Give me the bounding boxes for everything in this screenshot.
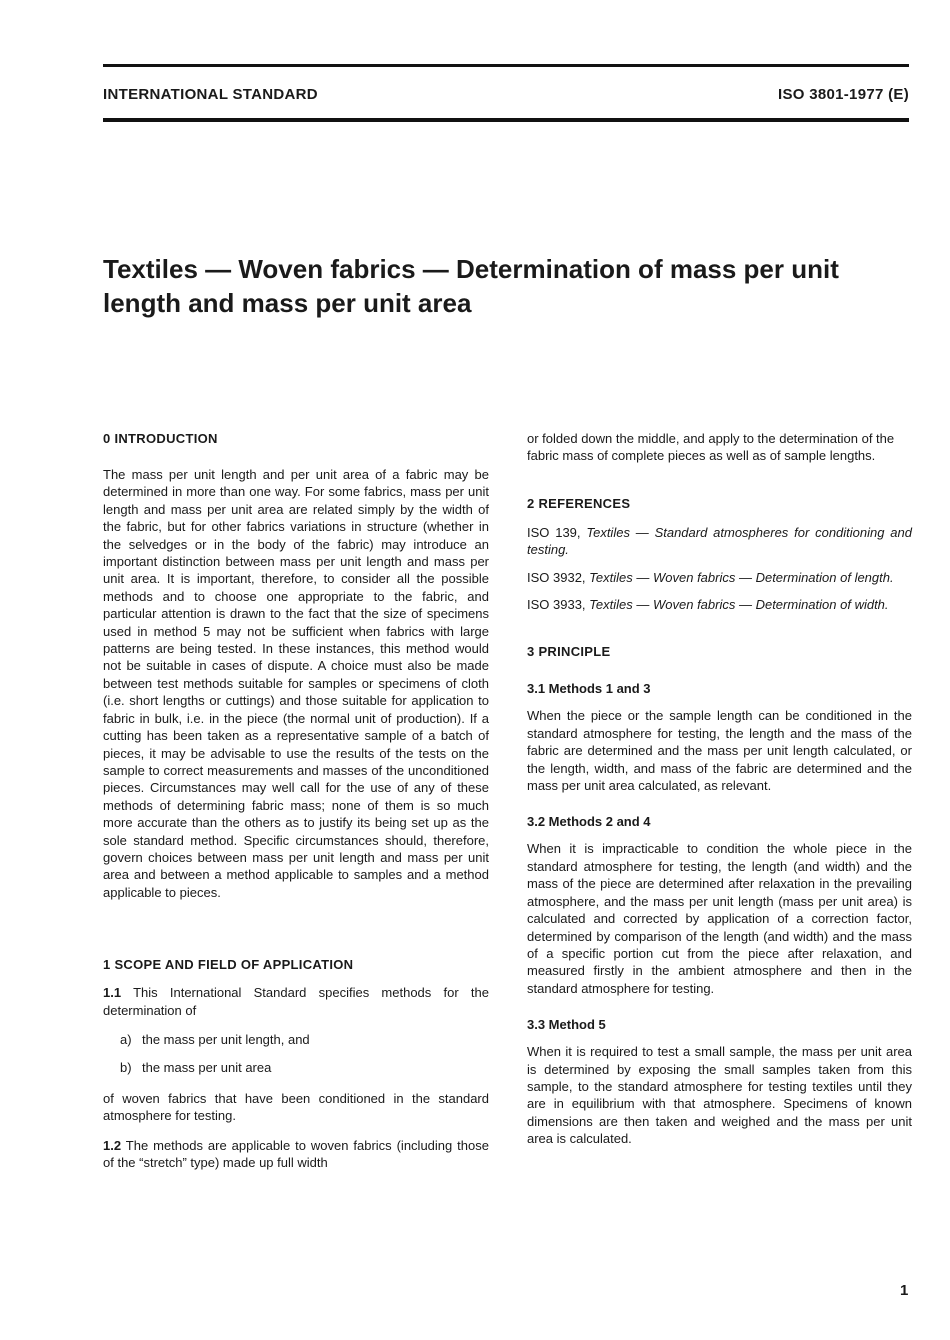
reference-code: ISO 3932, — [527, 569, 586, 585]
section-3-3-text: When it is required to test a small sample, the mass per unit area is determined by exposing the small samples taken from this sample, to the standard atmosphere for testing textiles until they are in equilibrium with that atmosphere. Specimens of known dimensions are then taken and weighed and the mass per unit area is calculated. — [527, 1044, 912, 1147]
scope-paragraph-2-number: 1.2 — [103, 1137, 122, 1153]
list-item-text: the mass per unit area — [142, 1060, 272, 1076]
principle-heading: 3 PRINCIPLE — [527, 644, 611, 660]
right-column — [527, 430, 912, 1148]
section-3-2-heading: 3.2 Methods 2 and 4 — [527, 814, 651, 830]
section-3-3-heading: 3.3 Method 5 — [527, 1017, 606, 1033]
list-item — [103, 1031, 489, 1048]
scope-paragraph-1-text: This International Standard specifies methods for the determination of — [103, 985, 489, 1018]
reference-code: ISO 3933, — [527, 597, 586, 613]
document-title: Textiles — Woven fabrics — Determination of mass per unit length and mass per unit area — [103, 254, 839, 318]
reference-title: Textiles — Woven fabrics — Determination of length. — [589, 569, 894, 585]
reference-item — [527, 596, 912, 613]
references-heading: 2 REFERENCES — [527, 495, 631, 511]
reference-title: Textiles — Woven fabrics — Determination of width. — [589, 597, 889, 613]
list-item-text: the mass per unit length, and — [142, 1031, 310, 1047]
scope-paragraph-2 — [103, 1137, 489, 1172]
scope-paragraph-2-text: The methods are applicable to woven fabrics (including those of the “stretch” type) made up full width — [103, 1137, 489, 1170]
reference-item — [527, 524, 912, 559]
scope-paragraph-1-tail: of woven fabrics that have been conditioned in the standard atmosphere for testing. — [103, 1090, 489, 1124]
scope-paragraph-1-number: 1.1 — [103, 985, 122, 1001]
scope-paragraph-1 — [103, 984, 489, 1019]
page-number: 1 — [900, 1282, 909, 1299]
reference-item — [527, 569, 912, 586]
header-standard-label: INTERNATIONAL STANDARD — [103, 86, 318, 103]
scope-heading: 1 SCOPE AND FIELD OF APPLICATION — [103, 957, 354, 973]
section-3-1-text: When the piece or the sample length can be conditioned in the standard atmosphere for testing, the length and the mass of the fabric are determined and the mass per unit length calculated, or the length, width, and mass of the fabric are determined and the mass per unit area calculated, as relevant. — [527, 708, 912, 794]
list-item-marker: b) — [120, 1060, 132, 1076]
reference-code: ISO 139, — [527, 524, 581, 540]
reference-title: Textiles — Standard atmospheres for conditioning and testing. — [527, 524, 912, 558]
top-rule — [103, 64, 909, 67]
intro-heading: 0 INTRODUCTION — [103, 431, 218, 446]
header-rule — [103, 118, 909, 122]
list-item — [103, 1059, 489, 1076]
section-3-1-heading: 3.1 Methods 1 and 3 — [527, 681, 651, 697]
intro-body: The mass per unit length and per unit area of a fabric may be determined in more than one way. For some fabrics, mass per unit length and mass per unit area are related simply by the width of the fabric, but for other fabrics variations in structure (whether in the selvedges or in the body of the fabric) may introduce an important distinction between mass per unit length and mass per unit area. It is important, therefore, to consider all the possible methods and to choose one appropriate to the fabric, and particular attention is drawn to the fact that the size of specimens used in method 5 may not be sufficient when fabrics with large patterns are being tested. In these instances, this method would not be suitable in cases of dispute. A choice must also be made between test methods suitable for samples or specimens of cloth (i.e. short lengths or cuttings) and those suitable for application to fabric in bulk, i.e. in the piece (the normal unit of production). If a cutting has been taken as a representative sample of a batch of pieces, it may be advisable to use the results of the tests on the sample to correct measurements and masses of the unconditioned pieces. Circumstances may well call for the use of any of these methods of determining fabric mass; none of them is so much more accurate than the others as to justify its being set up as the sole standard method. Specific circumstances should, therefore, govern choices between mass per unit length and mass per unit area and between a method applicable to samples and a method applicable to pieces. — [103, 467, 489, 900]
left-column — [103, 430, 489, 1171]
scope-paragraph-2-continued: or folded down the middle, and apply to the determination of the fabric mass of complete pieces as well as of sample lengths. — [527, 431, 895, 464]
section-3-2-text: When it is impracticable to condition the whole piece in the standard atmosphere for testing, the length (and width) and the mass of the piece are determined after relaxation in the prevailing atmosphere, and the mass per unit length (mass per unit area) is calculated and corrected by application of a correction factor, determined by comparison of the length (and width) and the mass of a specific portion cut from the piece after relaxation, and measured firstly in the ambient atmosphere and then in the standard atmosphere for testing. — [527, 841, 912, 996]
header-document-number: ISO 3801-1977 (E) — [777, 86, 909, 103]
list-item-marker: a) — [120, 1031, 132, 1047]
